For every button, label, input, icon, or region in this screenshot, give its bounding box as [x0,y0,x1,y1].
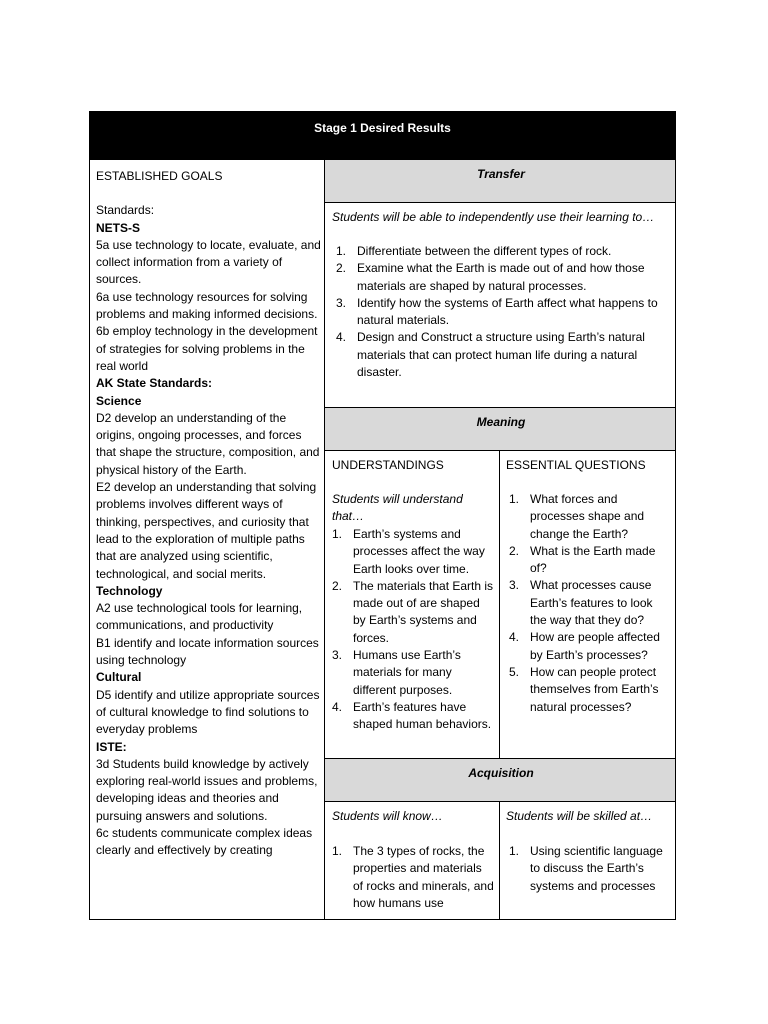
list-item: 4. Design and Construct a structure using Earth’s natural materials that can protect human life during a natural disaster. [336,330,645,380]
row-divider [325,407,676,408]
column-divider [324,160,325,920]
ak-standards-heading: AK State Standards: [96,376,213,391]
nets-heading: NETS-S [96,220,141,235]
transfer-title: Transfer [477,167,525,181]
essential-questions-heading: ESSENTIAL QUESTIONS [506,458,646,472]
list-item: 2. The materials that Earth is made out of are shaped by Earth’s systems and forces. [332,578,494,645]
list-item: 1. The 3 types of rocks, the properties and materials of rocks and minerals, and how humans use [332,844,494,910]
transfer-intro: Students will be able to independently use their learning to… [332,210,655,224]
standard-item: A2 use technological tools for learning, communications, and productivity [96,601,303,633]
meaning-divider [499,450,500,759]
standard-item: 6a use technology resources for solving problems and making informed decisions. [96,289,318,322]
list-item: 3. What processes cause Earth’s features to look the way that they do? [509,578,653,628]
list-item: 1. Earth’s systems and processes affect the way Earth looks over time. [332,527,485,576]
list-item: 3. Humans use Earth’s materials for many different purposes. [332,648,461,697]
understandings-heading: UNDERSTANDINGS [332,458,444,472]
essential-questions-list [509,491,671,716]
transfer-list [336,243,661,381]
goals-heading: ESTABLISHED GOALS [96,169,223,183]
row-divider [325,801,676,802]
iste-heading: ISTE: [96,739,127,754]
list-item: 2. Examine what the Earth is made out of and how those materials are shaped by natural processes. [336,261,645,293]
standard-item: 6b employ technology in the development of strategies for solving problems in the real world [96,324,318,373]
skilled-intro: Students will be skilled at… [506,809,653,823]
standard-item: B1 identify and locate information sources using technology [96,635,319,668]
list-item: 1. Using scientific language to discuss the Earth’s systems and processes [509,844,663,893]
understandings-intro: Students will understand that… [332,492,463,524]
row-divider [325,450,676,451]
established-goals-cell [96,168,322,860]
standards-label: Standards: [96,203,155,218]
cultural-heading: Cultural [96,670,142,685]
standard-item: 6c students communicate complex ideas clearly and effectively by creating [96,825,313,858]
know-list [332,843,494,912]
list-item: 4. How are people affected by Earth’s processes? [509,630,660,662]
understandings-list [332,526,494,734]
standard-item: D5 identify and utilize appropriate sources of cultural knowledge to find solutions to everyday problems [96,687,320,737]
list-item: 1. Differentiate between the different types of rock. [336,244,612,258]
stage1-table [89,111,676,920]
standard-item: 5a use technology to locate, evaluate, and collect information from a variety of sources. [96,237,321,287]
acquisition-title: Acquisition [468,766,534,780]
standard-item: E2 develop an understanding that solving problems involves different ways of thinking, perspectives, and curiosity that lead to the exploration of multiple paths that are analyzed using scientific, technological, and social merits. [96,480,317,581]
row-divider [325,758,676,759]
skilled-list [509,843,671,895]
technology-heading: Technology [96,583,163,598]
list-item: 2. What is the Earth made of? [509,543,656,576]
science-heading: Science [96,393,142,408]
list-item: 4. Earth’s features have shaped human behaviors. [332,699,492,732]
standard-item: D2 develop an understanding of the origins, ongoing processes, and forces that shape the structure, composition, and physical history of the Earth. [96,410,320,477]
stage1-title: Stage 1 Desired Results [314,121,451,135]
list-item: 1. What forces and processes shape and change the Earth? [509,492,645,541]
stage1-header [90,112,675,160]
meaning-title: Meaning [476,415,526,429]
row-divider [325,202,676,203]
know-intro: Students will know… [332,809,443,823]
acquisition-divider [499,801,500,920]
standard-item: 3d Students build knowledge by actively exploring real-world issues and problems, developing ideas and theories and pursuing answers and solutions. [96,756,318,823]
list-item: 5. How can people protect themselves from Earth’s natural processes? [509,664,659,714]
list-item: 3. Identify how the systems of Earth affect what happens to natural materials. [336,295,658,328]
